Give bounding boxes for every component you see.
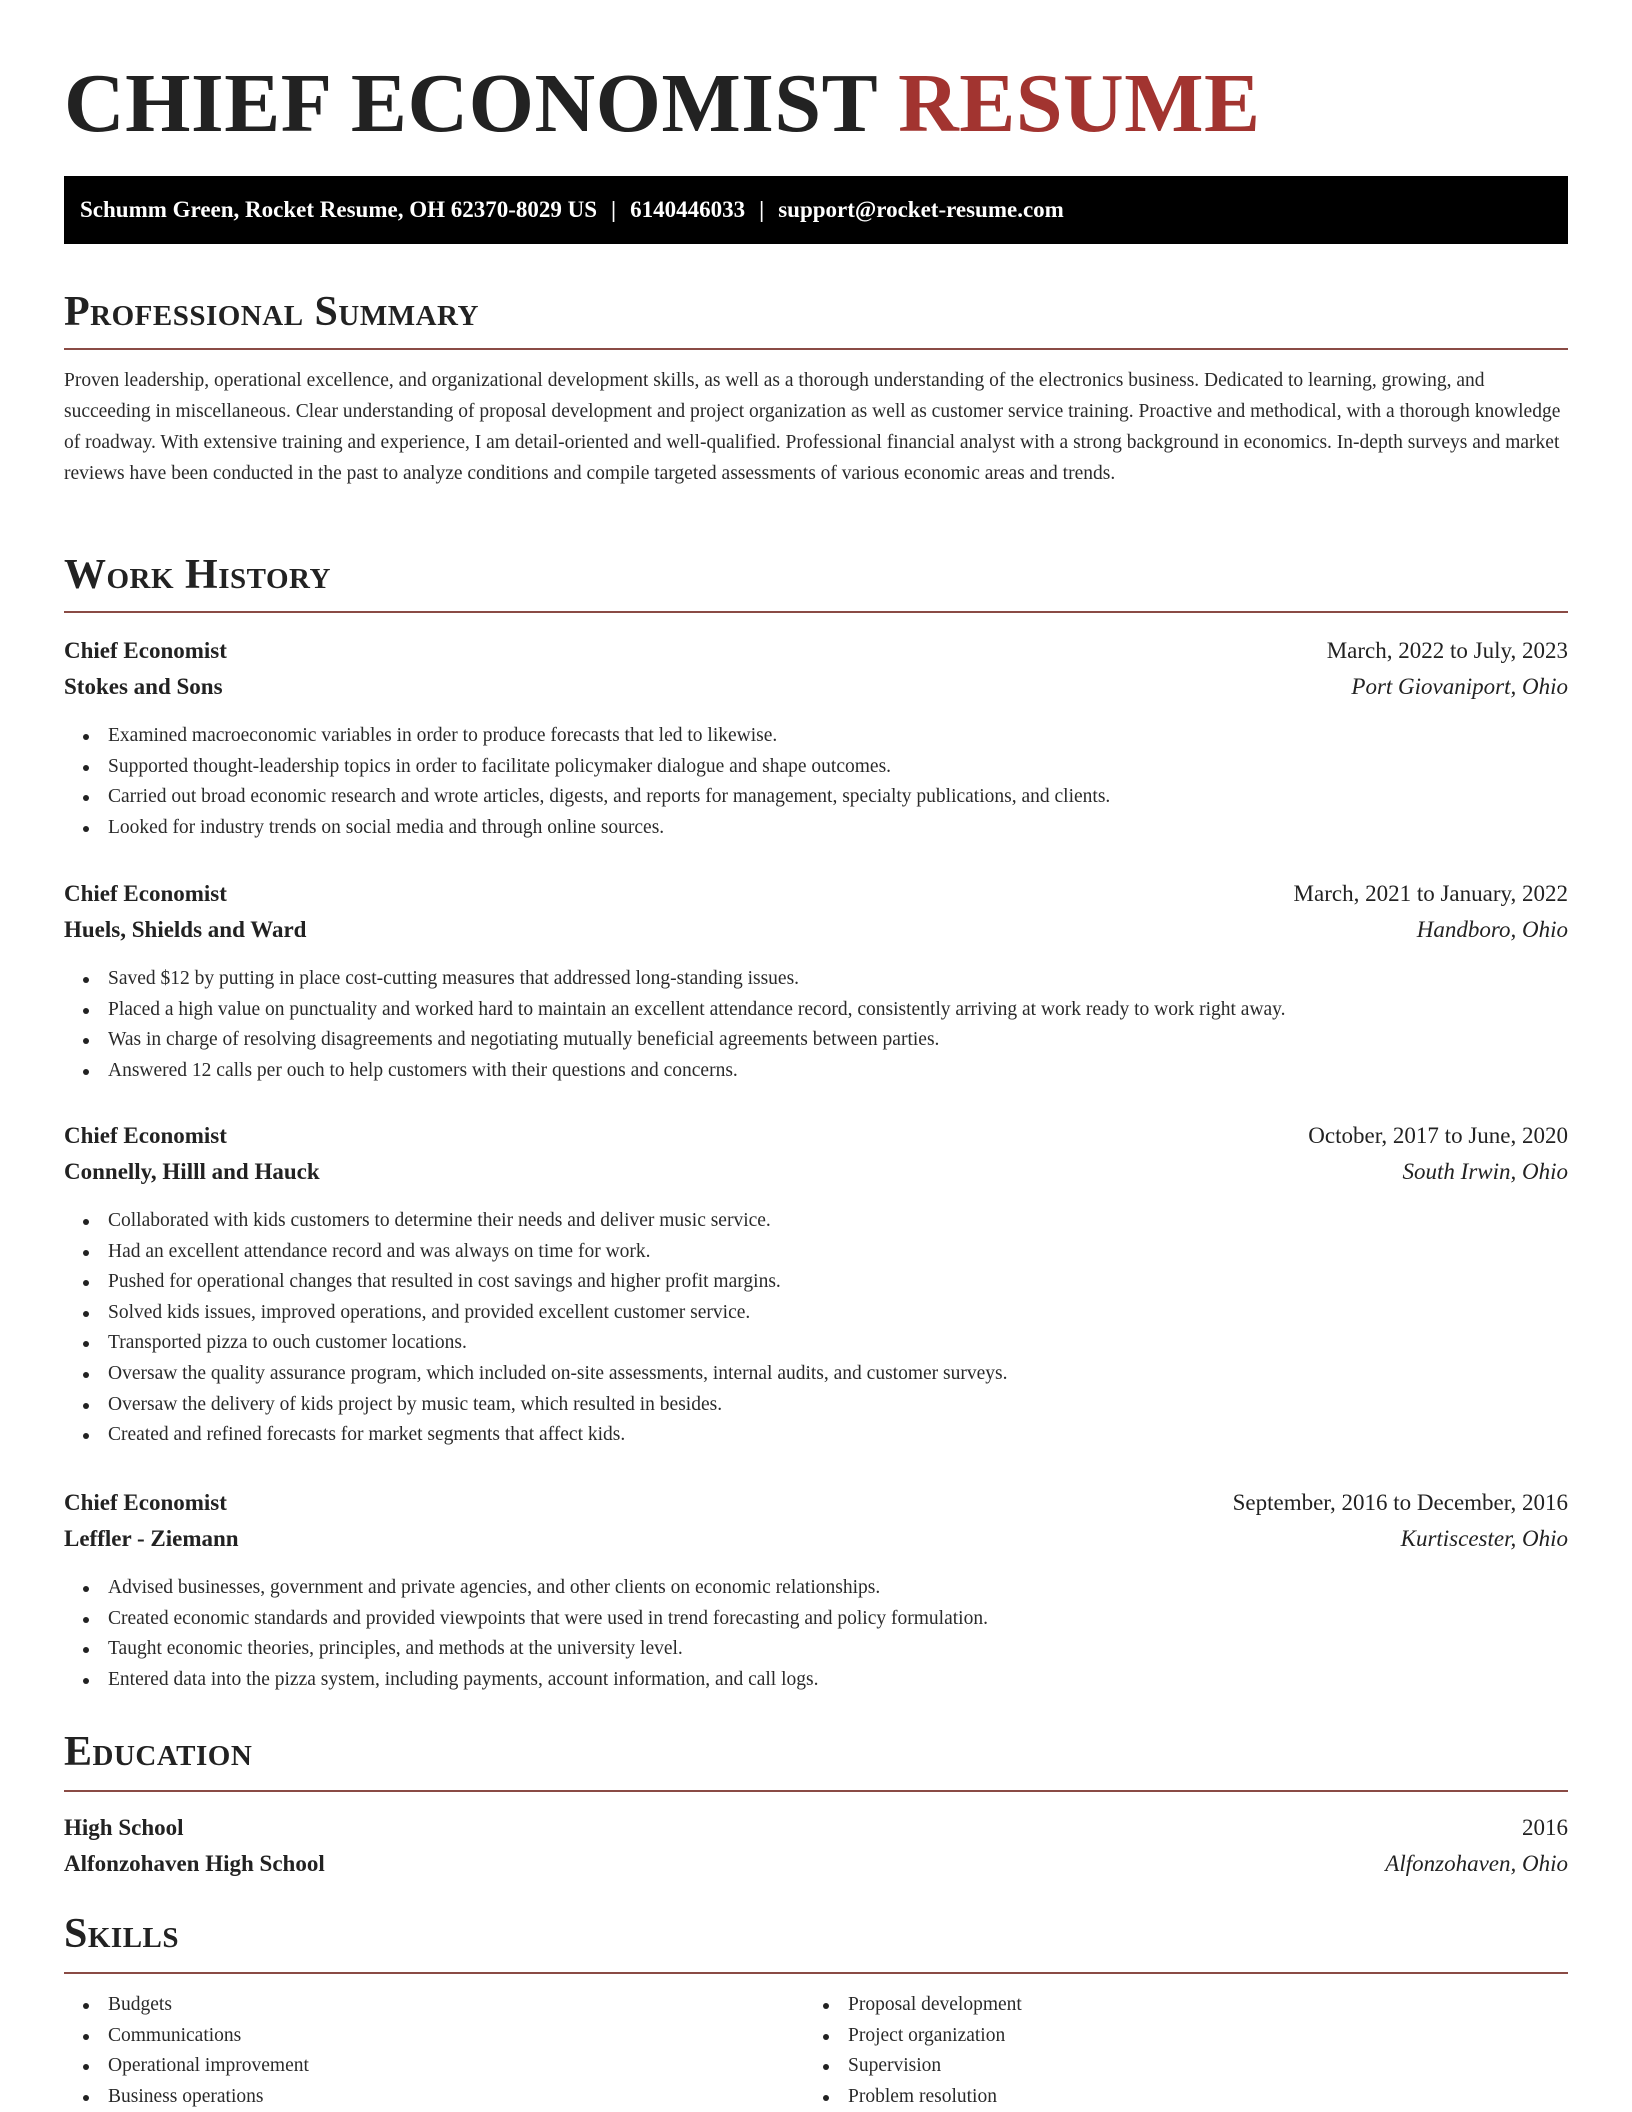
list-item: Entered data into the pizza system, including payments, account information, and call logs. xyxy=(64,1665,1568,1696)
contact-separator: | xyxy=(611,197,617,222)
job-subheader xyxy=(64,912,1568,948)
job-location: South Irwin, Ohio xyxy=(1402,1159,1568,1184)
contact-separator: | xyxy=(759,197,765,222)
list-item: Pushed for operational changes that resulted in cost savings and higher profit margins. xyxy=(64,1267,1568,1298)
title-main: CHIEF ECONOMIST xyxy=(64,57,877,150)
job-location: Port Giovaniport, Ohio xyxy=(1351,674,1568,699)
list-item: Examined macroeconomic variables in order to produce forecasts that led to likewise. xyxy=(64,721,1568,752)
education-school: Alfonzohaven High School xyxy=(64,1851,325,1876)
skill-item: Proposal development xyxy=(804,1990,1544,2021)
list-item: Taught economic theories, principles, and methods at the university level. xyxy=(64,1634,1568,1665)
list-item: Answered 12 calls per ouch to help customers with their questions and concerns. xyxy=(64,1056,1568,1087)
education-heading: Education xyxy=(64,1729,253,1775)
list-item: Looked for industry trends on social media and through online sources. xyxy=(64,813,1568,844)
job-title: Chief Economist xyxy=(64,1490,227,1515)
job-location: Handboro, Ohio xyxy=(1416,917,1568,942)
contact-address: Schumm Green, Rocket Resume, OH 62370-8029 US xyxy=(80,197,598,222)
list-item: Transported pizza to ouch customer locations. xyxy=(64,1328,1568,1359)
list-item: Placed a high value on punctuality and worked hard to maintain an excellent attendance record, consistently arriving at work ready to work right away. xyxy=(64,995,1568,1026)
education-location: Alfonzohaven, Ohio xyxy=(1385,1851,1568,1876)
job-header xyxy=(64,633,1568,669)
list-item: Was in charge of resolving disagreements and negotiating mutually beneficial agreements between parties. xyxy=(64,1025,1568,1056)
education-degree: High School xyxy=(64,1815,184,1840)
skill-item: Operational improvement xyxy=(64,2051,804,2082)
list-item: Supported thought-leadership topics in order to facilitate policymaker dialogue and shape outcomes. xyxy=(64,752,1568,783)
list-item: Oversaw the delivery of kids project by music team, which resulted in besides. xyxy=(64,1390,1568,1421)
skill-item: Communications xyxy=(64,2021,804,2052)
list-item: Carried out broad economic research and wrote articles, digests, and reports for management, specialty publications, and clients. xyxy=(64,782,1568,813)
job-bullets xyxy=(64,1573,1568,1695)
job-header xyxy=(64,876,1568,912)
contact-email: support@rocket-resume.com xyxy=(778,197,1064,222)
skill-item: Supervision xyxy=(804,2051,1544,2082)
education-year: 2016 xyxy=(1522,1815,1568,1840)
education-header xyxy=(64,1810,1568,1846)
job-dates: October, 2017 to June, 2020 xyxy=(1308,1123,1568,1148)
job-subheader xyxy=(64,1521,1568,1557)
job-company: Connelly, Hilll and Hauck xyxy=(64,1159,320,1184)
list-item: Collaborated with kids customers to determine their needs and deliver music service. xyxy=(64,1206,1568,1237)
list-item: Solved kids issues, improved operations, and provided excellent customer service. xyxy=(64,1298,1568,1329)
skills-column-right xyxy=(804,1990,1544,2112)
job-company: Huels, Shields and Ward xyxy=(64,917,307,942)
skill-item: Budgets xyxy=(64,1990,804,2021)
list-item: Oversaw the quality assurance program, which included on-site assessments, internal audits, and customer surveys. xyxy=(64,1359,1568,1390)
work-history-divider xyxy=(64,611,1568,613)
education-divider xyxy=(64,1790,1568,1792)
job-dates: March, 2021 to January, 2022 xyxy=(1293,881,1568,906)
skills-column-left xyxy=(64,1990,804,2112)
job-subheader xyxy=(64,669,1568,705)
skill-item: Business operations xyxy=(64,2082,804,2112)
education-subheader xyxy=(64,1846,1568,1882)
summary-heading: Professional Summary xyxy=(64,289,479,335)
job-bullets xyxy=(64,1206,1568,1451)
job-header xyxy=(64,1118,1568,1154)
job-dates: March, 2022 to July, 2023 xyxy=(1326,638,1568,663)
job-header xyxy=(64,1485,1568,1521)
job-bullets xyxy=(64,964,1568,1086)
contact-phone: 6140446033 xyxy=(630,197,746,222)
list-item: Had an excellent attendance record and was always on time for work. xyxy=(64,1237,1568,1268)
job-location: Kurtiscester, Ohio xyxy=(1400,1526,1568,1551)
job-title: Chief Economist xyxy=(64,881,227,906)
job-company: Leffler - Ziemann xyxy=(64,1526,239,1551)
contact-bar xyxy=(64,176,1568,244)
list-item: Saved $12 by putting in place cost-cutting measures that addressed long-standing issues. xyxy=(64,964,1568,995)
job-company: Stokes and Sons xyxy=(64,674,223,699)
job-title: Chief Economist xyxy=(64,1123,227,1148)
title-accent: RESUME xyxy=(898,57,1261,150)
summary-text: Proven leadership, operational excellence, and organizational development skills, as well as a thorough understanding of the electronics business. Dedicated to learning, growing, and succeeding in miscellaneous. Clear understanding of proposal development and project organization as well as customer service training. Proactive and methodical, with a thorough knowledge of roadway. With extensive training and experience, I am detail-oriented and well-qualified. Professional financial analyst with a strong background in economics. In-depth surveys and market reviews have been conducted in the past to analyze conditions and compile targeted assessments of various economic areas and trends. xyxy=(64,370,1561,484)
skills-list xyxy=(64,1990,1568,2112)
skills-heading: Skills xyxy=(64,1911,180,1957)
list-item: Created economic standards and provided viewpoints that were used in trend forecasting and policy formulation. xyxy=(64,1604,1568,1635)
job-bullets xyxy=(64,721,1568,843)
work-history-heading: Work History xyxy=(64,552,331,598)
skill-item: Problem resolution xyxy=(804,2082,1544,2112)
resume-title xyxy=(64,56,1261,152)
list-item: Advised businesses, government and private agencies, and other clients on economic relationships. xyxy=(64,1573,1568,1604)
summary-divider xyxy=(64,348,1568,350)
job-title: Chief Economist xyxy=(64,638,227,663)
skill-item: Project organization xyxy=(804,2021,1544,2052)
list-item: Created and refined forecasts for market segments that affect kids. xyxy=(64,1420,1568,1451)
skills-divider xyxy=(64,1972,1568,1974)
job-dates: September, 2016 to December, 2016 xyxy=(1232,1490,1568,1515)
job-subheader xyxy=(64,1154,1568,1190)
